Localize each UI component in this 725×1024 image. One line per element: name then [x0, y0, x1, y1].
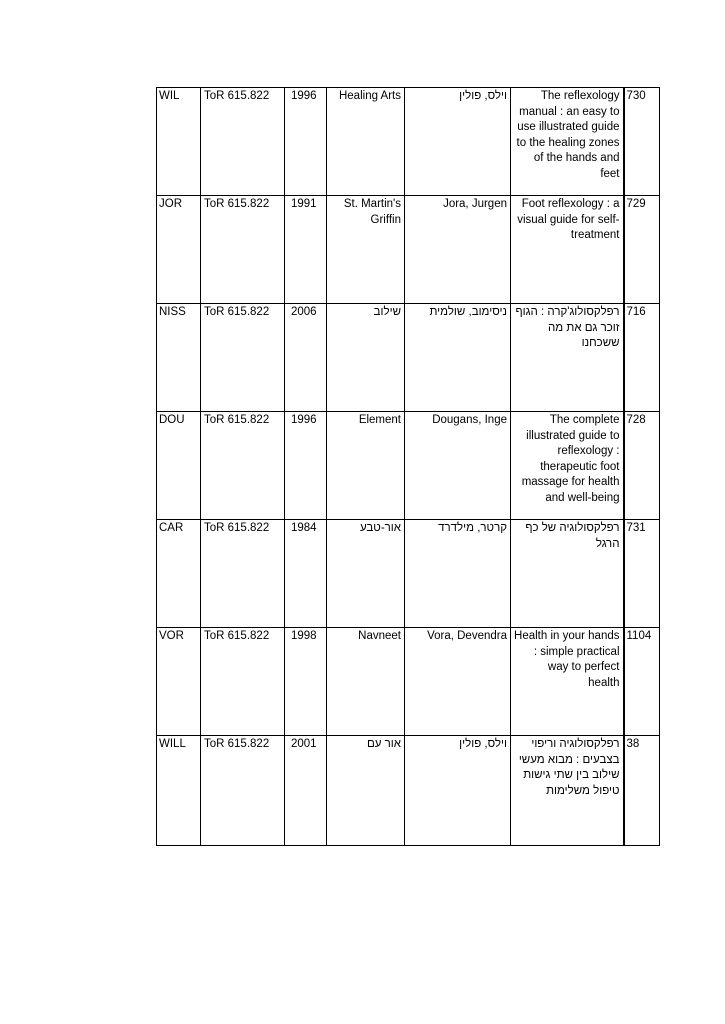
year-cell [285, 196, 327, 304]
table-row [157, 628, 660, 736]
publisher-text: Healing Arts [338, 90, 401, 102]
title-text: רפלקסולוגיה של כף הרגל [525, 522, 620, 550]
publisher-text: אור עם [366, 738, 401, 750]
id-text: 38 [626, 738, 640, 750]
code-text: JOR [159, 198, 182, 210]
call-number-text: ToR 615.822 [204, 414, 270, 426]
title-cell [511, 628, 624, 736]
shelf-code-cell [157, 88, 201, 196]
title-text: רפלקסולוג'קרה : הגוף זוכר גם את מה ששכחנו [515, 306, 620, 349]
year-text: 1996 [291, 414, 317, 426]
call-number-text: ToR 615.822 [204, 198, 270, 210]
publisher-cell [327, 628, 405, 736]
author-cell [405, 196, 511, 304]
table-row [157, 412, 660, 520]
title-text: רפלקסולוגיה וריפוי בצבעים : מבוא מעשי שילוב בין שתי גישות טיפול משלימות [518, 738, 620, 797]
publisher-text: Navneet [358, 630, 401, 642]
call-number-text: ToR 615.822 [204, 90, 270, 102]
code-text: NISS [159, 306, 186, 318]
year-cell [285, 628, 327, 736]
year-text: 1998 [291, 630, 317, 642]
title-cell [511, 412, 624, 520]
id-text: 716 [626, 306, 646, 318]
author-cell [405, 520, 511, 628]
record-id-cell [624, 196, 660, 304]
record-id-cell [624, 88, 660, 196]
author-text: ניסימוב, שולמית [429, 306, 507, 318]
title-cell [511, 304, 624, 412]
publisher-cell [327, 736, 405, 846]
table-row [157, 520, 660, 628]
author-text: וילס, פולין [459, 90, 507, 102]
year-cell [285, 304, 327, 412]
call-number-cell [201, 196, 285, 304]
author-cell [405, 88, 511, 196]
record-id-cell [624, 628, 660, 736]
author-text: וילס, פולין [459, 738, 507, 750]
author-text: Vora, Devendra [427, 630, 507, 642]
year-cell [285, 520, 327, 628]
publisher-text: שילוב [373, 306, 401, 318]
publisher-cell [327, 88, 405, 196]
author-text: Jora, Jurgen [443, 198, 507, 210]
id-text: 729 [626, 198, 646, 210]
record-id-cell [624, 520, 660, 628]
shelf-code-cell [157, 520, 201, 628]
call-number-cell [201, 304, 285, 412]
call-number-cell [201, 736, 285, 846]
catalog-table [156, 87, 660, 846]
call-number-cell [201, 412, 285, 520]
table-row [157, 736, 660, 846]
call-number-cell [201, 88, 285, 196]
id-text: 731 [626, 522, 646, 534]
shelf-code-cell [157, 196, 201, 304]
year-text: 1996 [291, 90, 317, 102]
year-cell [285, 412, 327, 520]
table-body [157, 88, 660, 846]
title-cell [511, 736, 624, 846]
title-text: The complete illustrated guide to reflexology : therapeutic foot massage for health and well-being [521, 414, 620, 504]
code-text: VOR [159, 630, 184, 642]
title-text: The reflexology manual : an easy to use illustrated guide to the healing zones of the hands and feet [516, 90, 620, 180]
title-cell [511, 88, 624, 196]
record-id-cell [624, 736, 660, 846]
year-text: 1984 [291, 522, 317, 534]
year-text: 1991 [291, 198, 317, 210]
author-cell [405, 412, 511, 520]
call-number-cell [201, 628, 285, 736]
shelf-code-cell [157, 628, 201, 736]
call-number-text: ToR 615.822 [204, 630, 270, 642]
title-text: Health in your hands : simple practical way to perfect health [514, 630, 620, 689]
table-row [157, 88, 660, 196]
publisher-cell [327, 196, 405, 304]
record-id-cell [624, 412, 660, 520]
id-text: 1104 [626, 630, 652, 642]
call-number-text: ToR 615.822 [204, 522, 270, 534]
title-text: Foot reflexology : a visual guide for self-treatment [517, 198, 620, 241]
code-text: DOU [159, 414, 185, 426]
publisher-cell [327, 520, 405, 628]
author-cell [405, 304, 511, 412]
table-row [157, 304, 660, 412]
publisher-text: St. Martin's Griffin [343, 198, 401, 226]
year-text: 2001 [291, 738, 317, 750]
id-text: 730 [626, 90, 646, 102]
publisher-cell [327, 304, 405, 412]
title-cell [511, 196, 624, 304]
record-id-cell [624, 304, 660, 412]
publisher-cell [327, 412, 405, 520]
title-cell [511, 520, 624, 628]
publisher-text: Element [358, 414, 401, 426]
table-row [157, 196, 660, 304]
author-cell [405, 628, 511, 736]
call-number-text: ToR 615.822 [204, 738, 270, 750]
shelf-code-cell [157, 736, 201, 846]
author-text: Dougans, Inge [432, 414, 507, 426]
call-number-cell [201, 520, 285, 628]
code-text: WIL [159, 90, 180, 102]
shelf-code-cell [157, 412, 201, 520]
year-cell [285, 88, 327, 196]
code-text: CAR [159, 522, 184, 534]
shelf-code-cell [157, 304, 201, 412]
author-cell [405, 736, 511, 846]
year-cell [285, 736, 327, 846]
id-text: 728 [626, 414, 646, 426]
author-text: קרטר, מילדרד [438, 522, 507, 534]
publisher-text: אור-טבע [359, 522, 401, 534]
call-number-text: ToR 615.822 [204, 306, 270, 318]
code-text: WILL [159, 738, 186, 750]
year-text: 2006 [291, 306, 317, 318]
